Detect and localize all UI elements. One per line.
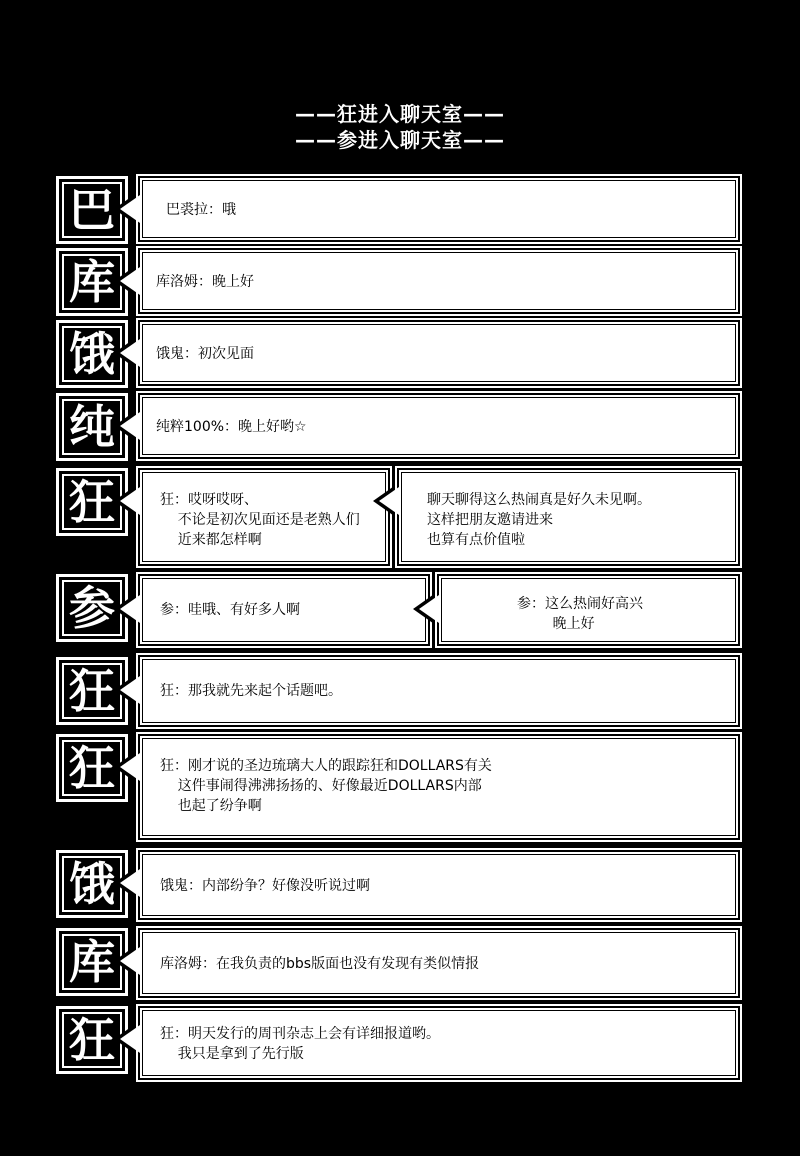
message-text: 库洛姆：晚上好 [156, 274, 254, 290]
message-bubble [138, 176, 740, 242]
bubble-tail [379, 487, 399, 515]
message-text: 狂：刚才说的圣边琉璃大人的跟踪狂和DOLLARS有关 这件事闹得沸沸扬扬的、好像最近DOLLARS内部 也起了纷争啊 [160, 758, 492, 814]
chat-message-row [0, 174, 800, 246]
avatar-glyph: 饿 [62, 856, 122, 912]
avatar-glyph: 库 [62, 934, 122, 990]
message-bubble [138, 468, 390, 566]
avatar-glyph: 库 [62, 254, 122, 310]
avatar-glyph: 饿 [62, 326, 122, 382]
message-text: 聊天聊得这么热闹真是好久未见啊。 这样把朋友邀请进来 也算有点价值啦 [427, 492, 651, 548]
message-text: 纯粹100%：晚上好哟☆ [156, 419, 307, 435]
avatar-glyph: 狂 [62, 474, 122, 530]
message-bubble [138, 393, 740, 459]
bubble-tail [120, 869, 140, 897]
bubble-tail [120, 753, 140, 781]
message-text: 参：这么热闹好高兴 晚上好 [517, 596, 643, 632]
avatar-glyph: 狂 [62, 1012, 122, 1068]
bubble-tail [120, 412, 140, 440]
message-text: 库洛姆：在我负责的bbs版面也没有发现有类似情报 [160, 956, 480, 972]
chat-message-row [0, 248, 800, 316]
chat-message-row [0, 732, 800, 842]
avatar-glyph: 参 [62, 580, 122, 636]
bubble-tail [120, 676, 140, 704]
message-bubble [138, 734, 740, 840]
message-bubble [138, 248, 740, 314]
message-bubble [138, 850, 740, 920]
message-text: 巴裘拉：哦 [166, 202, 236, 218]
chat-message-row [0, 848, 800, 922]
chat-message-row [0, 926, 800, 1000]
chat-message-row [0, 653, 800, 729]
avatar-glyph: 巴 [62, 182, 122, 238]
message-text: 狂：明天发行的周刊杂志上会有详细报道哟。 我只是拿到了先行版 [160, 1026, 440, 1062]
chat-message-row [0, 572, 800, 648]
avatar-glyph: 狂 [62, 740, 122, 796]
message-text: 饿鬼：内部纷争？好像没听说过啊 [160, 878, 370, 894]
message-text: 饿鬼：初次见面 [156, 346, 254, 362]
bubble-tail [120, 339, 140, 367]
bubble-tail [120, 1025, 140, 1053]
message-bubble [138, 574, 430, 646]
bubble-tail [120, 595, 140, 623]
message-bubble [437, 574, 740, 646]
bubble-tail [120, 487, 140, 515]
message-text: 狂：那我就先来起个话题吧。 [160, 683, 342, 699]
message-bubble [397, 468, 740, 566]
message-text: 参：哇哦、有好多人啊 [160, 602, 300, 618]
message-bubble [138, 655, 740, 727]
avatar-glyph: 狂 [62, 663, 122, 719]
chat-message-row [0, 466, 800, 568]
chat-message-row [0, 393, 800, 461]
chat-entry-notice-2: ——参进入聊天室—— [295, 128, 505, 152]
avatar-glyph: 纯 [62, 399, 122, 455]
bubble-tail [419, 595, 439, 623]
bubble-tail [120, 947, 140, 975]
bubble-tail [120, 267, 140, 295]
chat-message-row [0, 320, 800, 388]
message-bubble [138, 928, 740, 998]
chat-message-row [0, 1004, 800, 1082]
message-text: 狂：哎呀哎呀、 不论是初次见面还是老熟人们 近来都怎样啊 [160, 492, 360, 548]
message-bubble [138, 320, 740, 386]
chat-entry-notice-1: ——狂进入聊天室—— [295, 102, 505, 126]
bubble-tail [120, 195, 140, 223]
message-bubble [138, 1006, 740, 1080]
